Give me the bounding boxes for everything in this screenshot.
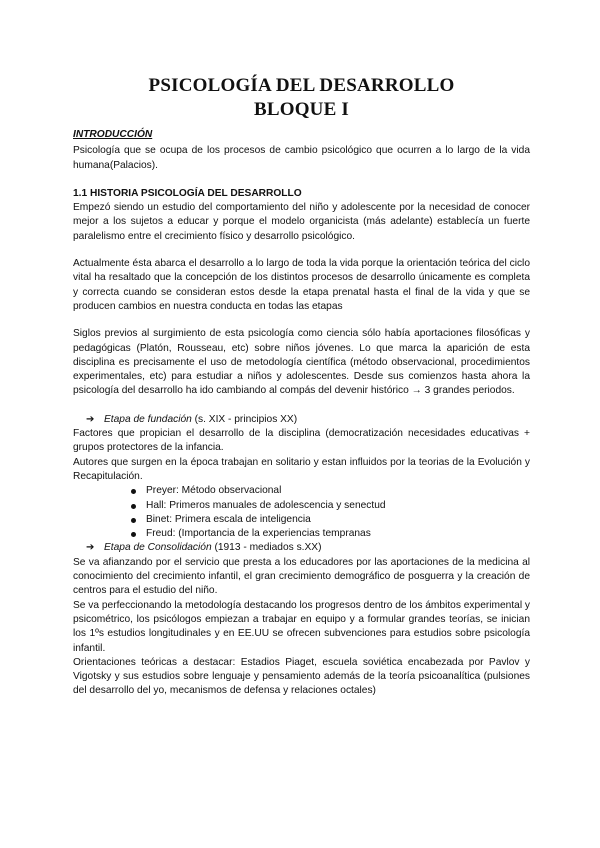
document-page	[73, 74, 530, 699]
history-heading: 1.1 HISTORIA PSICOLOGÍA DEL DESARROLLO	[73, 187, 302, 199]
list-item: Binet: Primera escala de inteligencia	[130, 513, 530, 527]
consolidation-stage-period: (1913 - mediados s.XX)	[211, 542, 322, 554]
foundation-stage-heading	[73, 413, 530, 427]
list-item: Preyer: Método observacional	[130, 484, 530, 498]
intro-heading: INTRODUCCIÓN	[73, 129, 153, 140]
list-item: Hall: Primeros manuales de adolescencia y senectud	[130, 499, 530, 513]
foundation-paragraph-1: Factores que propician el desarrollo de la disciplina (democratización necesidades educativas + grupos protectores de la infancia.	[73, 428, 530, 454]
consolidation-paragraph-3: Orientaciones teóricas a destacar: Estadios Piaget, escuela soviética encabezada por Pavlov y Vigotsky y sus estudios sobre lenguaje y pensamiento además de la teoría psicoanalítica (pulsiones del desarrollo del yo, mecanismos de defensa y relaciones octales)	[73, 656, 530, 697]
consolidation-paragraph-1: Se va afianzando por el servicio que presta a los educadores por las aportaciones de la medicina al conocimiento del crecimiento infantil, el gran crecimiento demográfico de posguerra y la creación de centros para el estudio del niño.	[73, 556, 530, 597]
foundation-stage-name: Etapa de fundación	[104, 413, 192, 425]
consolidation-stage-name: Etapa de Consolidación	[104, 542, 212, 554]
arrow-icon: ➔	[86, 413, 95, 425]
document-subtitle: BLOQUE I	[253, 99, 350, 120]
foundation-stage-period: (s. XIX - principios XX)	[191, 413, 298, 425]
consolidation-stage-heading	[73, 541, 530, 555]
arrow-icon: ➔	[86, 542, 95, 554]
foundation-authors-list	[73, 484, 530, 541]
foundation-paragraph-2: Autores que surgen en la época trabajan en solitario y estan influidos por la teorias de la Evolución y Recapitulación.	[73, 456, 530, 482]
consolidation-paragraph-2: Se va perfeccionando la metodología destacando los progresos dentro de los ámbitos experimental y psicométrico, los psicólogos empiezan a trabajar en equipo y a formular grandes teorías, se inician los 1ºs estudios longitudinales y en EE.UU se ofrecen subvenciones para estudios sobre psicología infantil.	[73, 599, 531, 654]
document-title: PSICOLOGÍA DEL DESARROLLO	[148, 75, 455, 96]
history-paragraph-1: Empezó siendo un estudio del comportamiento del niño y adolescente por la necesidad de conocer mejor a los sujetos a educar y porque el modelo organicista (más adelante) establecía un fuerte paralelismo entre el crecimiento físico y desarrollo psicológico.	[73, 202, 530, 242]
list-item: Freud: (Importancia de la experiencias tempranas	[130, 527, 530, 541]
history-paragraph-2: Actualmente ésta abarca el desarrollo a lo largo de toda la vida porque la orientación teórica del ciclo vital ha resaltado que la concepción de los distintos procesos de desarrollo únicamente es completa y correcta cuando se consideran estos desde la etapa prenatal hasta el final de la vida y que se producen cambios en nuestra conducta en todas las etapas	[73, 258, 530, 312]
intro-paragraph: Psicología que se ocupa de los procesos de cambio psicológico que ocurren a lo largo de la vida humana(Palacios).	[73, 145, 530, 171]
history-paragraph-3: Siglos previos al surgimiento de esta psicología como ciencia sólo había aportaciones filosóficas y pedagógicas (Platón, Rousseau, etc) sobre niños jóvenes. Lo que marca la aparición de esta disciplina es precisamente el uso de metodología científica (método observacional, procedimientos experimentales, etc) para estudiar a niños y adolescentes. Desde sus comienzos hasta ahora la psicología del desarrollo ha ido cambiando al compás del devenir histórico → 3 grandes periodos.	[73, 328, 530, 397]
